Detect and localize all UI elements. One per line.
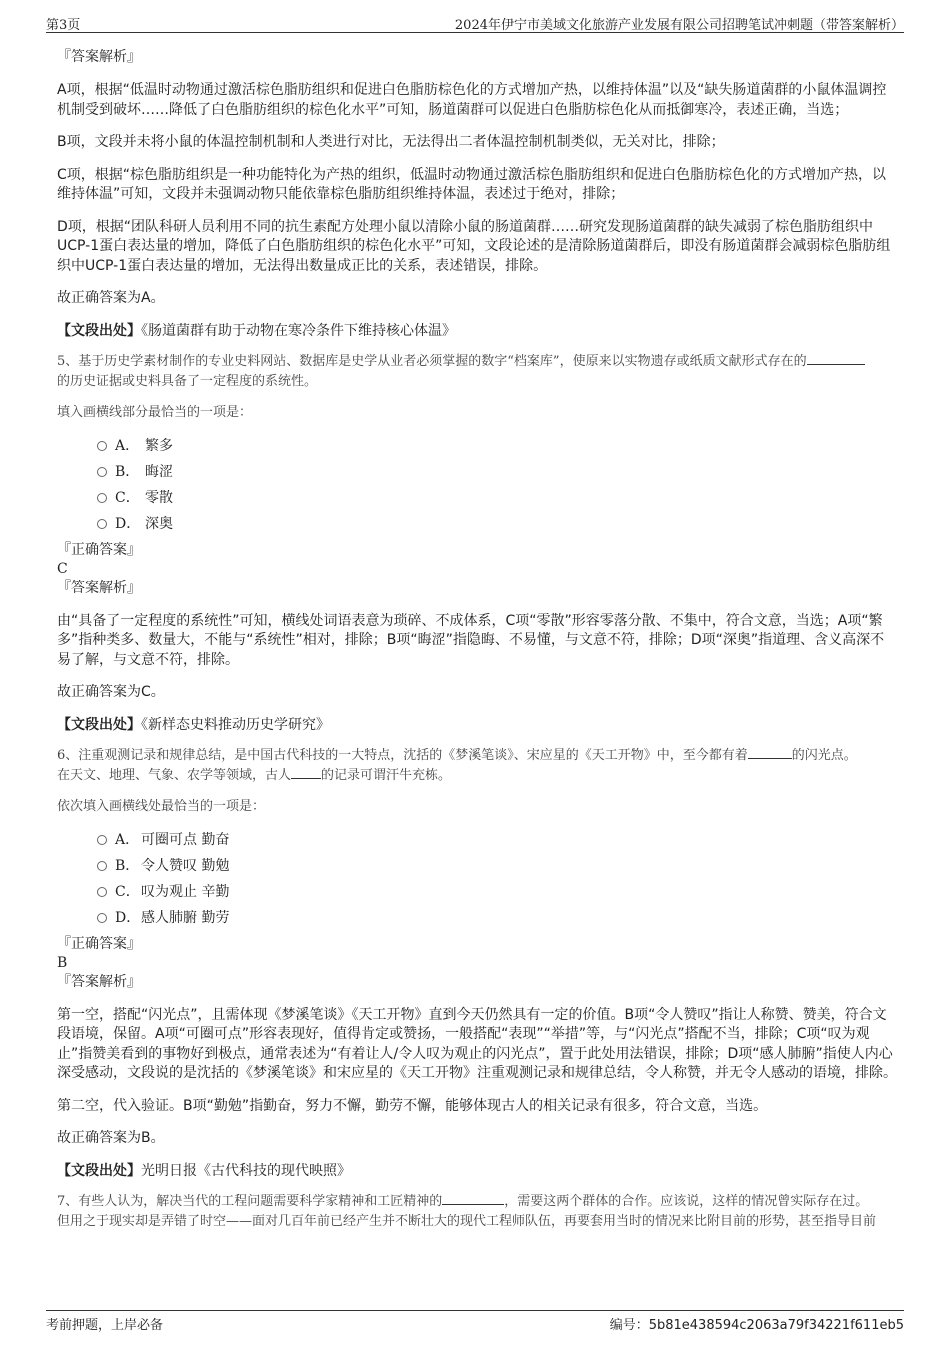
analysis-label: 『答案解析』 xyxy=(57,973,141,990)
fill-blank xyxy=(442,1192,504,1205)
option-letter: B． xyxy=(115,463,140,480)
option-text: 感人肺腑 勤劳 xyxy=(141,909,230,926)
source-label: 【文段出处】 xyxy=(57,322,141,339)
option-c[interactable] xyxy=(57,879,898,905)
analysis-para-d: D项，根据“团队科研人员利用不同的抗生素配方处理小鼠以清除小鼠的肠道菌群……研究发现肠道菌群的缺失减弱了棕色脂肪组织中UCP-1蛋白表达量的增加，降低了白色脂肪组织的棕色化水平”可知，文段论述的是清除肠道菌群后，即没有肠道菌群会减弱棕色脂肪组织中UCP-1蛋白表达量的增加，无法得出数量成正比的关系，表述错误，排除。 xyxy=(57,218,891,274)
correct-answer: B xyxy=(57,954,68,971)
fill-blank xyxy=(748,746,792,759)
radio-icon[interactable] xyxy=(97,861,107,871)
conclusion: 故正确答案为A。 xyxy=(57,290,165,306)
option-letter: B． xyxy=(115,857,140,874)
question-stem-part: 在天文、地理、气象、农学等领域，古人 xyxy=(57,767,292,783)
analysis-text-2: 第二空，代入验证。B项“勤勉”指勤奋，努力不懈，勤劳不懈，能够体现古人的相关记录有很多，符合文意，当选。 xyxy=(57,1097,768,1114)
source xyxy=(57,716,898,736)
option-letter: D． xyxy=(115,909,141,926)
option-c[interactable] xyxy=(57,485,898,511)
radio-icon[interactable] xyxy=(97,519,107,529)
option-b[interactable] xyxy=(57,853,898,879)
option-d[interactable] xyxy=(57,905,898,931)
page-content xyxy=(57,44,898,1231)
question-stem xyxy=(57,352,898,372)
source-label: 【文段出处】 xyxy=(57,716,141,733)
question-prompt: 依次填入画横线处最恰当的一项是： xyxy=(57,799,266,814)
option-b[interactable] xyxy=(57,459,898,485)
option-text: 可圈可点 勤奋 xyxy=(141,831,230,848)
option-text: 叹为观止 辛勤 xyxy=(141,883,230,900)
option-text: 零散 xyxy=(145,489,173,506)
question-stem-part: ，需要这两个群体的合作。应该说，这样的情况曾实际存在过。 xyxy=(504,1194,869,1209)
conclusion: 故正确答案为B。 xyxy=(57,1130,165,1146)
source-text: 《新样态史料推动历史学研究》 xyxy=(141,716,330,733)
question-stem-cont: 的历史证据或史料具备了一定程度的系统性。 xyxy=(57,373,318,389)
analysis-text: 第一空，搭配“闪光点”，且需体现《梦溪笔谈》《天工开物》直到今天仍然具有一定的价值。B项“令人赞叹”指让人称赞、赞美，符合文段语境，保留。A项“可圈可点”形容表现好，值得肯定或赞扬，一般搭配“表现”“举措”等，与“闪光点”搭配不当，排除；C项“叹为观止”指赞美看到的事物好到极点，通常表述为“有着让人/令人叹为观止的闪光点”，置于此处用法错误，排除；D项“感人肺腑”指使人内心深受感动，文段说的是沈括的《梦溪笔谈》和宋应星的《天工开物》注重观测记录和规律总结，令人称赞，并无令人感动的语境，排除。 xyxy=(57,1006,897,1081)
answer-label: 『正确答案』 xyxy=(57,541,141,558)
conclusion: 故正确答案为C。 xyxy=(57,684,165,700)
source xyxy=(57,322,898,342)
question-stem-part: 的闪光点。 xyxy=(791,748,857,763)
analysis-text: 由“具备了一定程度的系统性”可知，横线处词语表意为琐碎、不成体系，C项“零散”形容零落分散、不集中，符合文意，当选；A项“繁多”指种类多、数量大，不能与“系统性”相对，排除；B项“晦涩”指隐晦、不易懂，与文意不符，排除；D项“深奥”指道理、含义高深不易了解，与文意不符，排除。 xyxy=(57,612,885,668)
option-letter: C． xyxy=(115,489,140,506)
option-d[interactable] xyxy=(57,511,898,537)
question-stem-part: 5、基于历史学素材制作的专业史料网站、数据库是史学从业者必须掌握的数字“档案库”，使原来以实物遗存或纸质文献形式存在的 xyxy=(57,354,807,369)
source-label: 【文段出处】 xyxy=(57,1162,141,1179)
radio-icon[interactable] xyxy=(97,835,107,845)
question-stem xyxy=(57,1192,898,1212)
source-text: 《肠道菌群有助于动物在寒冷条件下维持核心体温》 xyxy=(141,322,456,339)
option-list xyxy=(57,827,898,931)
radio-icon[interactable] xyxy=(97,913,107,923)
option-text: 令人赞叹 勤勉 xyxy=(141,857,230,874)
radio-icon[interactable] xyxy=(97,887,107,897)
option-list xyxy=(57,433,898,537)
question-stem-part: 7、有些人认为，解决当代的工程问题需要科学家精神和工匠精神的 xyxy=(57,1194,443,1209)
option-a[interactable] xyxy=(57,433,898,459)
question-stem-cont: 但用之于现实却是弄错了时空——面对几百年前已经产生并不断壮大的现代工程师队伍，再要套用当时的情况来比附目前的形势，甚至指导目前 xyxy=(57,1213,877,1229)
document-code-label: 编号： xyxy=(609,1318,649,1333)
document-code-value: 5b81e438594c2063a79f34221f611eb5 xyxy=(648,1318,904,1333)
option-text: 晦涩 xyxy=(145,463,173,480)
question-prompt: 填入画横线部分最恰当的一项是： xyxy=(57,405,253,420)
page-number: 第3页 xyxy=(46,18,81,33)
analysis-para-a: A项，根据“低温时动物通过激活棕色脂肪组织和促进白色脂肪棕色化的方式增加产热，以维持体温”以及“缺失肠道菌群的小鼠体温调控机制受到破坏……降低了白色脂肪组织的棕色化水平”可知，肠道菌群可以促进白色脂肪棕色化从而抵御寒冷，表述正确，当选； xyxy=(57,82,887,118)
option-text: 繁多 xyxy=(145,437,173,454)
source-text: 光明日报《古代科技的现代映照》 xyxy=(141,1162,351,1179)
analysis-para-b: B项，文段并未将小鼠的体温控制机制和人类进行对比，无法得出二者体温控制机制类似，无关对比，排除； xyxy=(57,134,725,150)
question-stem-cont xyxy=(57,766,898,786)
document-title: 2024年伊宁市美域文化旅游产业发展有限公司招聘笔试冲刺题（带答案解析） xyxy=(454,18,904,33)
radio-icon[interactable] xyxy=(97,493,107,503)
analysis-label: 『答案解析』 xyxy=(57,49,141,65)
analysis-para-c: C项，根据“棕色脂肪组织是一种功能特化为产热的组织，低温时动物通过激活棕色脂肪组织和促进白色脂肪棕色化的方式增加产热，以维持体温”可知，文段并未强调动物只能依靠棕色脂肪组织维持体温，表述过于绝对，排除； xyxy=(57,166,887,202)
option-letter: D． xyxy=(115,515,141,532)
answer-label: 『正确答案』 xyxy=(57,935,141,952)
option-letter: A． xyxy=(115,831,140,848)
question-stem xyxy=(57,746,898,766)
question-stem-part: 6、注重观测记录和规律总结，是中国古代科技的一大特点，沈括的《梦溪笔谈》、宋应星的《天工开物》中，至今都有着 xyxy=(57,748,748,763)
document-code xyxy=(610,1314,904,1333)
analysis-label: 『答案解析』 xyxy=(57,579,141,596)
option-letter: A． xyxy=(115,437,140,454)
footer-slogan: 考前押题，上岸必备 xyxy=(46,1318,164,1333)
fill-blank xyxy=(291,766,321,779)
question-stem-part: 的记录可谓汗牛充栋。 xyxy=(321,767,452,783)
page-header xyxy=(46,12,904,33)
option-a[interactable] xyxy=(57,827,898,853)
option-letter: C． xyxy=(115,883,140,900)
option-text: 深奥 xyxy=(145,515,173,532)
page-footer xyxy=(46,1310,904,1331)
correct-answer: C xyxy=(57,560,68,577)
source xyxy=(57,1162,898,1182)
radio-icon[interactable] xyxy=(97,441,107,451)
fill-blank xyxy=(807,352,865,365)
radio-icon[interactable] xyxy=(97,467,107,477)
